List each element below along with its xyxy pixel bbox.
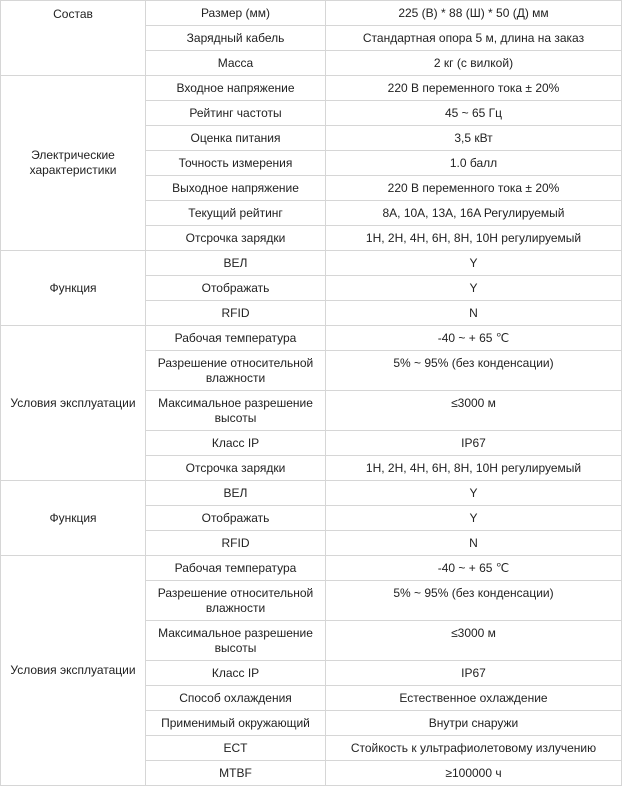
param-value: Естественное охлаждение: [326, 686, 622, 711]
section-label: Электрические характеристики: [1, 76, 146, 251]
param-value: Стойкость к ультрафиолетовому излучению: [326, 736, 622, 761]
param-value: 1H, 2H, 4H, 6H, 8H, 10H регулируемый: [326, 226, 622, 251]
param-name: Отображать: [146, 506, 326, 531]
param-name: Отсрочка зарядки: [146, 226, 326, 251]
param-value: 3,5 кВт: [326, 126, 622, 151]
table-row: [1, 326, 622, 351]
section-label: Функция: [1, 251, 146, 326]
table-row: [1, 1, 622, 26]
table-row: [1, 76, 622, 101]
param-value: ≥100000 ч: [326, 761, 622, 786]
param-name: Рейтинг частоты: [146, 101, 326, 126]
param-name: Способ охлаждения: [146, 686, 326, 711]
param-name: Применимый окружающий: [146, 711, 326, 736]
param-value: 225 (В) * 88 (Ш) * 50 (Д) мм: [326, 1, 622, 26]
param-value: N: [326, 531, 622, 556]
param-name: RFID: [146, 301, 326, 326]
param-name: Масса: [146, 51, 326, 76]
param-value: -40 ~ + 65 ℃: [326, 556, 622, 581]
param-value: Стандартная опора 5 м, длина на заказ: [326, 26, 622, 51]
param-value: N: [326, 301, 622, 326]
table-row: [1, 481, 622, 506]
table-row: [1, 556, 622, 581]
param-name: Зарядный кабель: [146, 26, 326, 51]
section-label: Состав: [1, 1, 146, 76]
param-name: Размер (мм): [146, 1, 326, 26]
param-name: Точность измерения: [146, 151, 326, 176]
param-value: Y: [326, 481, 622, 506]
param-value: 1.0 балл: [326, 151, 622, 176]
param-value: -40 ~ + 65 ℃: [326, 326, 622, 351]
param-value: 8A, 10A, 13A, 16A Регулируемый: [326, 201, 622, 226]
param-value: 5% ~ 95% (без конденсации): [326, 351, 622, 391]
param-name: MTBF: [146, 761, 326, 786]
section-label: Условия эксплуатации: [1, 326, 146, 481]
param-value: 2 кг (с вилкой): [326, 51, 622, 76]
param-value: ≤3000 м: [326, 391, 622, 431]
param-value: Y: [326, 251, 622, 276]
param-value: 220 В переменного тока ± 20%: [326, 176, 622, 201]
param-name: ECT: [146, 736, 326, 761]
table-row: [1, 251, 622, 276]
param-name: ВЕЛ: [146, 251, 326, 276]
param-value: IP67: [326, 431, 622, 456]
param-name: Разрешение относительной влажности: [146, 581, 326, 621]
param-name: Максимальное разрешение высоты: [146, 391, 326, 431]
section-label: Условия эксплуатации: [1, 556, 146, 786]
param-value: 220 В переменного тока ± 20%: [326, 76, 622, 101]
param-name: Класс IP: [146, 661, 326, 686]
param-value: Y: [326, 506, 622, 531]
param-name: Отображать: [146, 276, 326, 301]
param-value: 1H, 2H, 4H, 6H, 8H, 10H регулируемый: [326, 456, 622, 481]
param-name: Максимальное разрешение высоты: [146, 621, 326, 661]
param-name: Класс IP: [146, 431, 326, 456]
param-name: Разрешение относительной влажности: [146, 351, 326, 391]
param-name: ВЕЛ: [146, 481, 326, 506]
param-name: Рабочая температура: [146, 556, 326, 581]
param-value: Y: [326, 276, 622, 301]
param-name: Текущий рейтинг: [146, 201, 326, 226]
param-value: ≤3000 м: [326, 621, 622, 661]
param-name: Рабочая температура: [146, 326, 326, 351]
param-value: IP67: [326, 661, 622, 686]
param-name: RFID: [146, 531, 326, 556]
param-name: Выходное напряжение: [146, 176, 326, 201]
section-label: Функция: [1, 481, 146, 556]
param-value: 45 ~ 65 Гц: [326, 101, 622, 126]
param-name: Оценка питания: [146, 126, 326, 151]
param-value: 5% ~ 95% (без конденсации): [326, 581, 622, 621]
param-name: Входное напряжение: [146, 76, 326, 101]
param-name: Отсрочка зарядки: [146, 456, 326, 481]
param-value: Внутри снаружи: [326, 711, 622, 736]
